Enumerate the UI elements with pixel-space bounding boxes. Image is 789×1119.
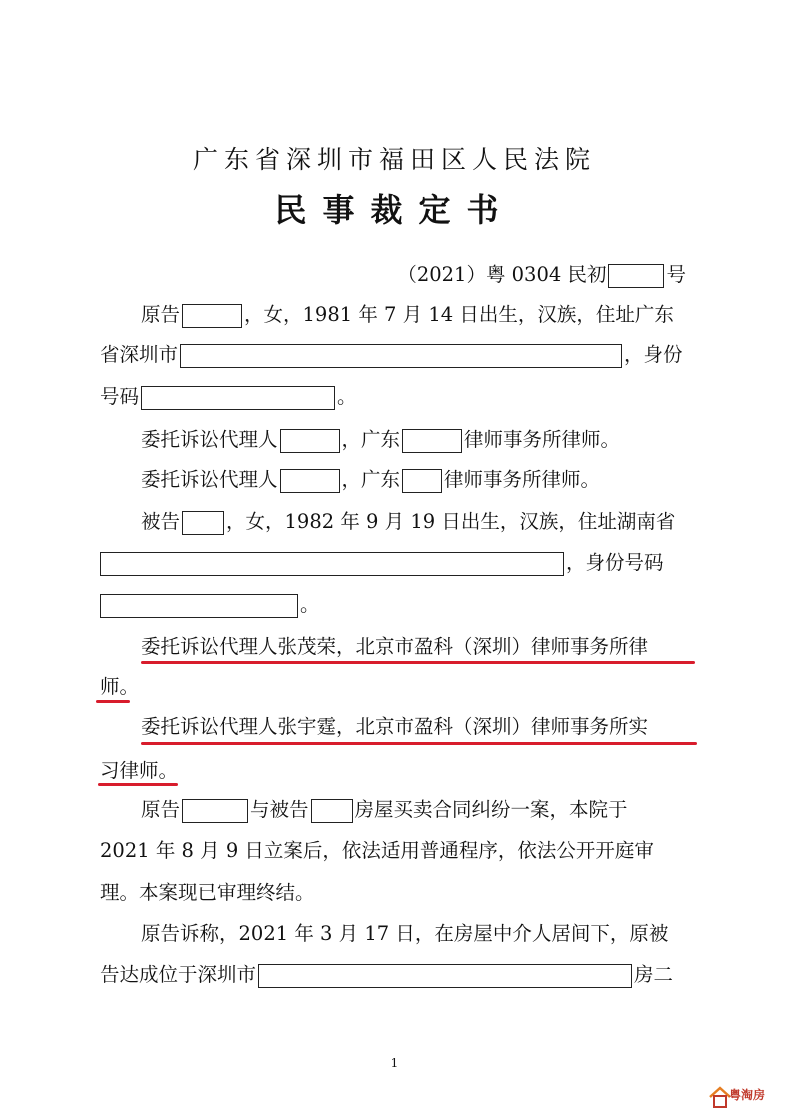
redaction-box [182, 511, 224, 535]
red-underline [96, 700, 130, 703]
case-line-2: 2021 年 8 月 9 日立案后，依法适用普通程序，依法公开开庭审 [100, 839, 654, 862]
watermark-text: 粤淘房 [729, 1088, 766, 1102]
plaintiff-line-3: 号码 。 [100, 385, 357, 408]
redaction-box [311, 799, 353, 823]
redaction-box [182, 304, 242, 328]
case-line-3: 理。本案现已审理终结。 [100, 881, 315, 904]
red-underline [141, 661, 695, 664]
plaintiff-line-2: 省深圳市 ，身份 [100, 343, 683, 366]
redaction-box [180, 344, 622, 368]
agent-line-4-cont: 习律师。 [100, 759, 179, 782]
defendant-line-2: ，身份号码 [100, 550, 690, 576]
redaction-box [141, 386, 335, 410]
agent-line-4: 委托诉讼代理人张宇霆，北京市盈科（深圳）律师事务所实 [141, 715, 649, 738]
redaction-box [100, 594, 298, 618]
watermark-logo [707, 1081, 767, 1113]
page-number: 1 [390, 1056, 399, 1070]
agent-line-2: 委托诉讼代理人 ，广东 律师事务所律师。 [141, 468, 601, 491]
redaction-box [280, 469, 340, 493]
red-underline [141, 742, 697, 745]
red-underline [98, 783, 178, 786]
redaction-box [280, 429, 340, 453]
redaction-box [608, 264, 664, 288]
agent-line-1: 委托诉讼代理人 ，广东 律师事务所律师。 [141, 428, 621, 451]
plaintiff-line-1: 原告 ，女，1981 年 7 月 14 日出生，汉族，住址广东 [141, 303, 674, 326]
defendant-line-3: 。 [100, 592, 690, 618]
redaction-box [182, 799, 248, 823]
agent-line-3: 委托诉讼代理人张茂荣，北京市盈科（深圳）律师事务所律 [141, 635, 649, 658]
defendant-line-1: 被告 ，女，1982 年 9 月 19 日出生，汉族，住址湖南省 [141, 510, 676, 533]
document-title: 民事裁定书 [274, 191, 515, 229]
redaction-box [100, 552, 564, 576]
agent-line-3-cont: 师。 [100, 675, 140, 698]
claim-line-2: 告达成位于深圳市 房二 [100, 963, 674, 986]
case-line-1: 原告 与被告 房屋买卖合同纠纷一案，本院于 [141, 798, 628, 821]
redaction-box [258, 964, 632, 988]
court-name: 广东省深圳市福田区人民法院 [192, 145, 596, 174]
redaction-box [402, 429, 462, 453]
claim-line-1: 原告诉称，2021 年 3 月 17 日，在房屋中介人居间下，原被 [141, 922, 669, 945]
case-number: （2021）粤 0304 民初 号 [397, 263, 686, 286]
redaction-box [402, 469, 442, 493]
